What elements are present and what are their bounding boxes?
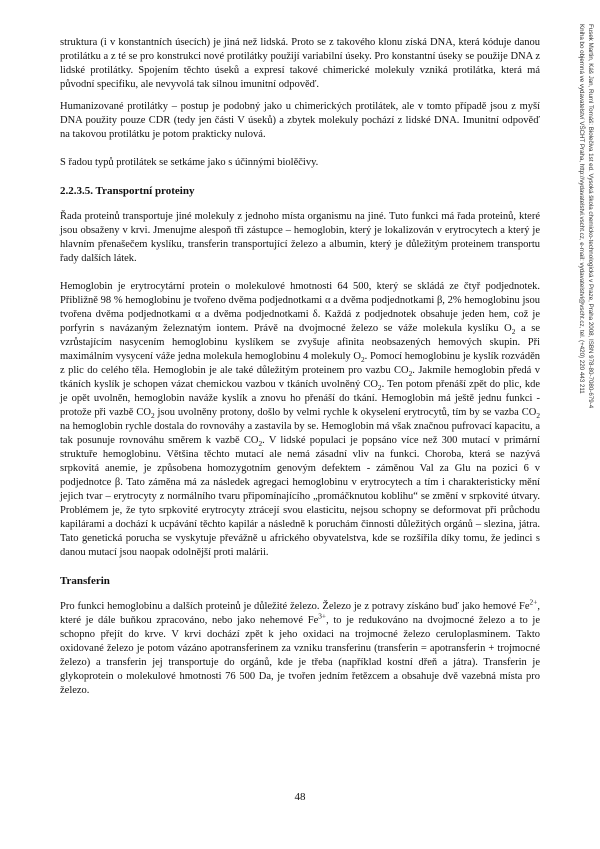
paragraph-transferin	[60, 597, 541, 698]
subscript: 2	[150, 411, 155, 421]
text-run: . V lidské populaci je popsáno více než 300 mutací v primární struktuře hemoglobinu. Většina těchto mutací ale nemá zásadní vliv na funkci. Choroba, která se nazývá srpkovitá anemie, je způsobena homozygotním genovým defektem - záměnou Val za Glu na pozici 6 v podjednotce β. Tato záměna má za následek agregaci hemoglobinu v erytrocytech a tím i charakteristicky mění jejich tvar – erytrocyty z normálního tvaru připomínajícího „promáčknutou koblihu“ se změní v srpkovité útvary. Problémem je, že tyto srpkovité erytrocyty ztrácejí svou elasticitu, nejsou schopny se deformovat při průchodu kapilárami a dochází k ucpávání těchto kapilár a následně k poruchám činnosti důležitých orgánů – slezina, játra. Tato genetická porucha se vyskytuje převážně u afrického obyvatelstva, kde se rozšířila díky tomu, že jedinci s danou mutací jsou naopak odolnější proti malárii.	[60, 435, 540, 558]
subscript: 2	[360, 355, 365, 365]
superscript: 3+	[318, 611, 327, 621]
text-run: . Ten potom přenáší zpět do plic, kde je opět uvolněn, hemoglobin naváže kyslík a znovu ho přenáší do tkání. Hemoglobin má ještě jednu funkci - protože při vazbě CO	[60, 379, 540, 418]
copyright-sidebar	[559, 24, 595, 594]
sidebar-line: Kniha bo objemná ve vydavatelství VŠCHT Praha, http://vydavatelstvi.vscht.cz, e-mail: vydavatelstvi@vscht.cz, tel. (+420) 220 443 211	[578, 24, 585, 394]
text-run: na hemoglobin rychle dostala do rovnováhy a zastavila by se. Hemoglobin má však značnou pufrovací kapacitu, a tak posunuje rovnováhu směrem k vazbě CO	[60, 421, 540, 446]
subscript: 2	[258, 439, 263, 449]
paragraph-hemoglobin	[60, 280, 540, 560]
text-run: a se vzrůstajícím nasycením hemoglobinu kyslíkem se zvyšuje afinita neobsazených hemových skupin. Při maximálním vysycení váže jedna molekula hemoglobinu 4 molekuly O	[60, 323, 540, 362]
subscript: 2	[377, 383, 382, 393]
sidebar-line: Fusek Martin, Káš Jan, Ruml Tomáš: Biolečiva 1st ed. Vysoká škola chemicko-technologická v Praze, Praha 2008, ISBN 978-80-7080-679-4	[587, 24, 594, 409]
paragraph: struktura (i v konstantních úsecích) je jiná než lidská. Proto se z takového klonu získá DNA, která kóduje danou protilátku a z té se pro konstrukci nové protilátky použijí variabilní úseky. Pro konstantní úseky se použije DNA z lidské protilátky. Spojením těchto úseků a expresí takové chimerické molekuly vzniká protilátka, která má původní specifiku, ale nevyvolá tak silnou imunitní odpověď.	[60, 37, 540, 90]
superscript: 2+	[529, 597, 538, 607]
text-run: Hemoglobin je erytrocytární protein o molekulové hmotnosti 64 500, který se skládá ze čtyř podjednotek. Přibližně 98 % hemoglobinu je tvořeno dvěma podjednotkami α a dvěma podjednotkami β, 2% hemoglobinu jsou tvořena dvěma podjednotkami α a dvěma podjednotkami δ. Každá z podjednotek obsahuje jeden hem, což je porfyrin s navázaným železnatým iontem. Právě na dvojmocné železo se váže molekula kyslíku O	[60, 281, 540, 334]
paragraph: Řada proteinů transportuje jiné molekuly z jednoho místa organismu na jiné. Tuto funkci má řada proteinů, které jsou obsaženy v krvi. Jmenujme alespoň tři zástupce – hemoglobin, který je lokalizován v erytrocytech a který je hlavním přenašečem kyslíku, transferin transportující železo a albumin, který je důležitým proteinem transportu řady dalších látek.	[60, 211, 540, 264]
page-content	[60, 36, 540, 706]
page-number: 48	[294, 791, 306, 803]
paragraph: Humanizované protilátky – postup je podobný jako u chimerických protilátek, ale v tomto případě jsou z myší DNA použity pouze CDR (tedy jen části V úseků) a zbytek molekuly pochází z lidské DNA. Imunitní odpověď na takovou protilátku je potom prakticky nulová.	[60, 101, 540, 140]
section-heading: 2.2.3.5. Transportní proteiny	[60, 185, 195, 197]
text-run: Pro funkci hemoglobinu a dalších proteinů je důležité železo. Železo je z potravy získáno buď jako hemové Fe	[60, 601, 530, 612]
subscript: 2	[536, 411, 541, 421]
text-run: . Pomocí hemoglobinu je kyslík rozváděn z plic do celého těla. Hemoglobin je ale také důležitým proteinem pro vazbu CO	[60, 351, 540, 376]
sidebar-text	[559, 24, 595, 594]
section-heading: Transferin	[60, 575, 110, 587]
text-run: . Jakmile hemoglobin předá v tkáních kyslík je schopen vázat chemickou vazbou v tkáních uvolněný CO	[60, 365, 540, 390]
text-run: , které je dále buňkou zpracováno, nebo jako nehemové Fe	[60, 601, 540, 626]
paragraph: S řadou typů protilátek se setkáme jako s účinnými biolěčivy.	[60, 157, 319, 168]
text-run: , to je redukováno na dvojmocné železo a to je schopno přejít do krve. V krvi dochází zpět k jeho oxidaci na trojmocné železo ceruloplasminem. Takto oxidované železo je potom vázáno apotransferinem za vzniku transferinu (transferin = apotransferin + trojmocné železo) a transferin jej transportuje do orgánů, kde je třeba (například kostní dřeň a játra). Transferin je glykoprotein o molekulové hmotnosti 76 500 Da, je tvořen jedním řetězcem a obsahuje dvě vazebná místa pro železo.	[60, 615, 541, 696]
subscript: 2	[511, 327, 516, 337]
subscript: 2	[408, 369, 413, 379]
text-run: jsou uvolněny protony, došlo by velmi rychle k okyselení erytrocytů, tím by se vazba CO	[154, 407, 537, 418]
